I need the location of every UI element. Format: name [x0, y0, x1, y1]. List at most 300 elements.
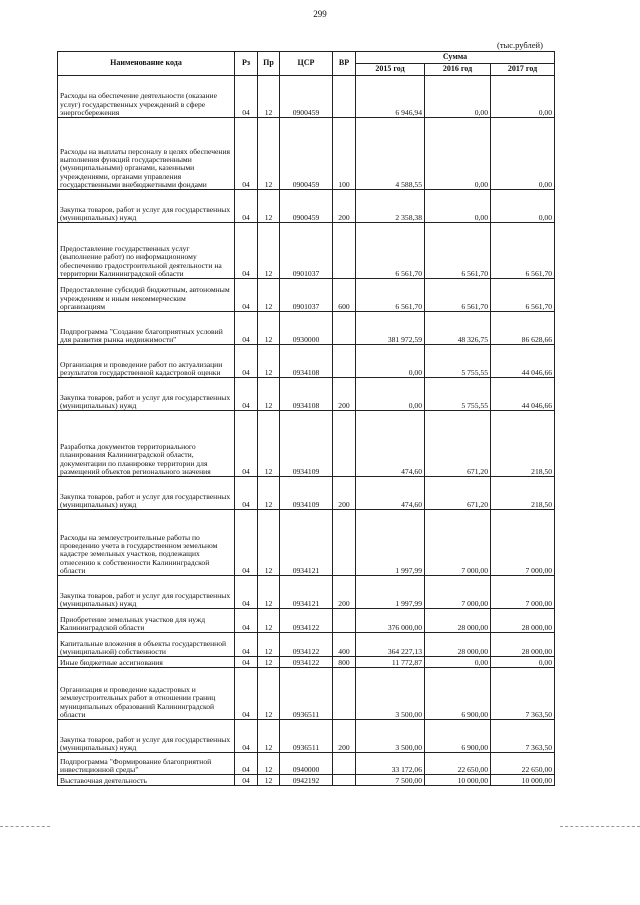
header-vr: ВР	[333, 52, 356, 76]
row-name	[58, 477, 235, 510]
row-rz-text: 04	[242, 367, 250, 377]
row-2017-text: 44 046,66	[521, 367, 553, 377]
row-2016-text: 48 326,75	[457, 334, 488, 344]
row-pr	[258, 345, 280, 378]
row-name-text: Расходы на землеустроительные работы по проведению учета в государственном земельном кадастре земельных участков, подлежащих отнесению к собственности Калининградской области	[60, 532, 218, 575]
row-csr	[280, 477, 333, 510]
row-2016	[425, 753, 491, 775]
row-rz-text: 04	[242, 764, 250, 774]
row-rz	[235, 76, 258, 118]
row-2015	[356, 753, 425, 775]
row-2017-text: 28 000,00	[521, 622, 553, 632]
row-rz-text: 04	[242, 622, 250, 632]
row-name	[58, 775, 235, 786]
row-rz-text: 04	[242, 657, 250, 667]
row-csr-text: 0934122	[292, 657, 320, 667]
row-2017	[491, 76, 555, 118]
budget-table	[57, 51, 555, 786]
row-name-text: Подпрограмма "Создание благоприятных условий для развития рынка недвижимости"	[60, 326, 223, 344]
row-2017-text: 0,00	[538, 212, 553, 222]
row-vr-text: 100	[338, 179, 350, 189]
row-name-text: Выставочная деятельность	[60, 775, 147, 785]
row-vr-text: 800	[338, 657, 350, 667]
row-name-text: Капитальные вложения в объекты государственной (муниципальной) собственности	[60, 638, 227, 656]
row-rz	[235, 223, 258, 279]
row-2017	[491, 345, 555, 378]
row-2015	[356, 576, 425, 609]
row-pr	[258, 510, 280, 576]
row-2017-text: 7 000,00	[525, 565, 553, 575]
row-rz	[235, 279, 258, 312]
row-2017	[491, 633, 555, 657]
row-2017-text: 10 000,00	[521, 775, 553, 785]
row-name-text: Закупка товаров, работ и услуг для государственных (муниципальных) нужд	[60, 204, 231, 222]
row-2016-text: 7 000,00	[461, 565, 488, 575]
row-vr-text: 200	[338, 212, 350, 222]
row-rz	[235, 576, 258, 609]
row-pr	[258, 720, 280, 753]
row-2015-text: 4 588,55	[395, 179, 422, 189]
row-csr-text: 0934109	[292, 499, 320, 509]
row-pr	[258, 576, 280, 609]
row-csr	[280, 345, 333, 378]
row-pr-text: 12	[264, 466, 273, 476]
row-csr	[280, 411, 333, 477]
table-row	[58, 576, 555, 609]
row-rz	[235, 775, 258, 786]
row-2016	[425, 279, 491, 312]
row-rz-text: 04	[242, 334, 250, 344]
row-2015-text: 7 500,00	[395, 775, 422, 785]
table-body	[58, 76, 555, 786]
row-2017	[491, 378, 555, 411]
row-vr	[333, 668, 356, 720]
row-csr-text: 0934108	[292, 400, 320, 410]
row-rz	[235, 510, 258, 576]
row-2015-text: 6 561,70	[395, 301, 422, 311]
row-2017	[491, 668, 555, 720]
row-2015	[356, 345, 425, 378]
row-2017	[491, 657, 555, 668]
row-2017	[491, 510, 555, 576]
row-rz	[235, 477, 258, 510]
row-2016-text: 671,20	[467, 466, 488, 476]
row-pr	[258, 118, 280, 190]
row-2017-text: 86 628,66	[521, 334, 553, 344]
row-2015-text: 6 946,94	[395, 107, 422, 117]
row-2015-text: 3 500,00	[395, 709, 422, 719]
row-csr	[280, 657, 333, 668]
row-pr	[258, 609, 280, 633]
row-vr-text: 400	[338, 646, 350, 656]
row-vr	[333, 609, 356, 633]
row-2017-text: 7 000,00	[525, 598, 553, 608]
row-2016	[425, 378, 491, 411]
row-vr	[333, 279, 356, 312]
row-pr	[258, 657, 280, 668]
row-2016	[425, 118, 491, 190]
header-csr: ЦСР	[280, 52, 333, 76]
row-2016-text: 7 000,00	[461, 598, 488, 608]
row-name	[58, 609, 235, 633]
row-2015	[356, 279, 425, 312]
right-cut-mark	[560, 826, 640, 827]
row-name-text: Закупка товаров, работ и услуг для государственных (муниципальных) нужд	[60, 734, 231, 752]
row-pr-text: 12	[264, 775, 273, 785]
row-pr-text: 12	[264, 622, 273, 632]
row-name	[58, 753, 235, 775]
row-rz-text: 04	[242, 709, 250, 719]
row-rz-text: 04	[242, 565, 250, 575]
row-vr-text: 200	[338, 400, 350, 410]
row-2015	[356, 668, 425, 720]
row-2016	[425, 76, 491, 118]
row-rz	[235, 657, 258, 668]
row-pr-text: 12	[264, 107, 273, 117]
row-2016-text: 5 755,55	[461, 400, 488, 410]
row-csr-text: 0934122	[292, 646, 320, 656]
units-label: (тыс.рублей)	[497, 40, 543, 50]
row-pr-text: 12	[264, 268, 273, 278]
row-pr	[258, 190, 280, 223]
row-name-text: Иные бюджетные ассигнования	[60, 657, 163, 667]
row-pr-text: 12	[264, 657, 273, 667]
row-2015-text: 364 227,13	[387, 646, 422, 656]
row-csr-text: 0934108	[292, 367, 320, 377]
row-csr	[280, 279, 333, 312]
row-2015	[356, 510, 425, 576]
row-name-text: Предоставление субсидий бюджетным, автономным учреждениям и иным некоммерческим организациям	[60, 285, 230, 311]
row-csr	[280, 76, 333, 118]
row-rz	[235, 609, 258, 633]
row-pr-text: 12	[264, 301, 273, 311]
row-pr	[258, 753, 280, 775]
row-2015	[356, 477, 425, 510]
row-name-text: Приобретение земельных участков для нужд Калининградской области	[60, 614, 206, 632]
table-row	[58, 668, 555, 720]
row-csr-text: 0900459	[292, 107, 320, 117]
row-csr	[280, 378, 333, 411]
row-2017-text: 7 363,50	[525, 742, 553, 752]
row-vr	[333, 190, 356, 223]
row-2016-text: 0,00	[474, 179, 488, 189]
row-csr	[280, 576, 333, 609]
row-vr-text: 200	[338, 742, 350, 752]
row-2016-text: 6 900,00	[461, 742, 488, 752]
row-2017	[491, 720, 555, 753]
row-csr-text: 0930000	[292, 334, 320, 344]
row-2016-text: 0,00	[474, 107, 488, 117]
row-vr	[333, 312, 356, 345]
row-rz-text: 04	[242, 775, 250, 785]
table-row	[58, 657, 555, 668]
header-sum: Сумма	[356, 52, 555, 64]
row-name-text: Организация и проведение работ по актуализации результатов государственной кадастровой оценки	[60, 359, 223, 377]
row-vr	[333, 411, 356, 477]
header-2016: 2016 год	[425, 64, 491, 76]
row-name	[58, 657, 235, 668]
row-rz	[235, 668, 258, 720]
row-2015-text: 3 500,00	[395, 742, 422, 752]
row-csr-text: 0934109	[292, 466, 320, 476]
row-name	[58, 76, 235, 118]
row-name-text: Закупка товаров, работ и услуг для государственных (муниципальных) нужд	[60, 590, 231, 608]
row-2015-text: 381 972,59	[387, 334, 422, 344]
row-rz	[235, 345, 258, 378]
row-name	[58, 312, 235, 345]
row-vr	[333, 378, 356, 411]
row-2017	[491, 118, 555, 190]
row-vr-text: 200	[338, 598, 350, 608]
row-rz-text: 04	[242, 268, 250, 278]
row-name	[58, 279, 235, 312]
row-pr-text: 12	[264, 598, 273, 608]
row-rz	[235, 312, 258, 345]
row-csr-text: 0900459	[292, 179, 320, 189]
row-pr-text: 12	[264, 646, 273, 656]
row-2015-text: 6 561,70	[395, 268, 422, 278]
row-2016	[425, 720, 491, 753]
row-name	[58, 633, 235, 657]
row-2017	[491, 411, 555, 477]
table-row	[58, 609, 555, 633]
row-2016	[425, 312, 491, 345]
header-pr: Пр	[258, 52, 280, 76]
row-vr	[333, 657, 356, 668]
row-csr-text: 0901037	[292, 301, 320, 311]
row-2017	[491, 753, 555, 775]
row-2017-text: 7 363,50	[525, 709, 553, 719]
row-2015	[356, 609, 425, 633]
row-pr-text: 12	[264, 400, 273, 410]
row-name	[58, 223, 235, 279]
row-2017	[491, 609, 555, 633]
row-2016	[425, 633, 491, 657]
row-pr	[258, 223, 280, 279]
row-2015-text: 11 772,87	[391, 657, 422, 667]
row-pr	[258, 477, 280, 510]
row-pr	[258, 76, 280, 118]
row-pr-text: 12	[264, 764, 273, 774]
row-2016	[425, 775, 491, 786]
row-2016	[425, 223, 491, 279]
row-2017	[491, 576, 555, 609]
row-2016	[425, 510, 491, 576]
row-2017	[491, 223, 555, 279]
row-2015	[356, 76, 425, 118]
left-cut-mark	[0, 826, 50, 827]
row-2016-text: 6 561,70	[461, 301, 488, 311]
row-rz-text: 04	[242, 400, 250, 410]
row-rz-text: 04	[242, 646, 250, 656]
row-2016-text: 28 000,00	[457, 646, 488, 656]
row-2017-text: 44 046,66	[521, 400, 553, 410]
table-row	[58, 76, 555, 118]
row-pr	[258, 411, 280, 477]
row-vr	[333, 576, 356, 609]
row-vr	[333, 477, 356, 510]
row-name	[58, 378, 235, 411]
row-2015-text: 376 000,00	[387, 622, 422, 632]
row-pr	[258, 633, 280, 657]
row-2016-text: 0,00	[474, 212, 488, 222]
row-2016-text: 0,00	[474, 657, 488, 667]
row-pr	[258, 775, 280, 786]
row-rz	[235, 411, 258, 477]
row-pr-text: 12	[264, 179, 273, 189]
row-2017-text: 6 561,70	[525, 268, 553, 278]
row-2015-text: 2 358,38	[395, 212, 422, 222]
row-vr-text: 200	[338, 499, 350, 509]
row-name-text: Расходы на выплаты персоналу в целях обеспечения выполнения функций государственными (муниципальными) органами, казенными учреждениями, органами управления государственными внебюджетными фондами	[60, 146, 231, 189]
row-rz-text: 04	[242, 598, 250, 608]
row-csr-text: 0936511	[292, 709, 320, 719]
row-2016	[425, 657, 491, 668]
row-name-text: Организация и проведение кадастровых и землеустроительных работ в отношении границ муниципальных образований Калининградской области	[60, 685, 216, 719]
row-2015-text: 474,60	[401, 499, 422, 509]
row-name	[58, 190, 235, 223]
row-2016	[425, 477, 491, 510]
table-row	[58, 378, 555, 411]
row-2016	[425, 668, 491, 720]
row-csr	[280, 753, 333, 775]
row-csr-text: 0940000	[292, 764, 320, 774]
row-2015	[356, 633, 425, 657]
row-2016	[425, 411, 491, 477]
row-pr-text: 12	[264, 565, 273, 575]
row-2016	[425, 609, 491, 633]
row-csr-text: 0901037	[292, 268, 320, 278]
row-csr	[280, 775, 333, 786]
row-2017-text: 6 561,70	[525, 301, 553, 311]
row-name-text: Закупка товаров, работ и услуг для государственных (муниципальных) нужд	[60, 491, 231, 509]
row-2017	[491, 477, 555, 510]
row-2016-text: 6 561,70	[461, 268, 488, 278]
row-csr	[280, 312, 333, 345]
row-name-text: Предоставление государственных услуг (выполнение работ) по информационному обеспечению градостроительной деятельности на территории Калининградской области	[60, 244, 222, 278]
table-row	[58, 190, 555, 223]
row-csr	[280, 118, 333, 190]
row-vr	[333, 76, 356, 118]
row-vr	[333, 345, 356, 378]
row-pr-text: 12	[264, 367, 273, 377]
table-row	[58, 510, 555, 576]
row-csr-text: 0934121	[292, 565, 320, 575]
row-2016	[425, 576, 491, 609]
row-2016	[425, 190, 491, 223]
row-vr	[333, 753, 356, 775]
row-vr	[333, 510, 356, 576]
header-rz: Рз	[235, 52, 258, 76]
header-name: Наименование кода	[58, 52, 235, 76]
row-csr	[280, 190, 333, 223]
table-row	[58, 753, 555, 775]
row-csr	[280, 633, 333, 657]
row-name-text: Расходы на обеспечение деятельности (оказание услуг) государственных учреждений в сфере энергосбережения	[60, 91, 217, 117]
row-2015	[356, 657, 425, 668]
table-row	[58, 411, 555, 477]
row-2015	[356, 223, 425, 279]
row-pr-text: 12	[264, 499, 273, 509]
row-rz-text: 04	[242, 212, 250, 222]
row-2015-text: 1 997,99	[395, 598, 422, 608]
row-2017	[491, 312, 555, 345]
row-2016-text: 10 000,00	[457, 775, 488, 785]
row-2015-text: 0,00	[408, 400, 422, 410]
row-name-text: Подпрограмма "Формирование благоприятной инвестиционной среды"	[60, 756, 212, 774]
row-2015-text: 1 997,99	[395, 565, 422, 575]
row-name	[58, 118, 235, 190]
row-rz	[235, 753, 258, 775]
row-csr-text: 0936511	[292, 742, 320, 752]
row-rz	[235, 190, 258, 223]
row-name	[58, 510, 235, 576]
row-2017-text: 0,00	[538, 657, 553, 667]
row-2017	[491, 279, 555, 312]
row-2015	[356, 378, 425, 411]
row-vr	[333, 633, 356, 657]
row-rz-text: 04	[242, 107, 250, 117]
row-csr-text: 0942192	[292, 775, 320, 785]
row-2017-text: 0,00	[538, 107, 553, 117]
row-rz-text: 04	[242, 499, 250, 509]
header-2017: 2017 год	[491, 64, 555, 76]
row-2015	[356, 118, 425, 190]
row-name	[58, 345, 235, 378]
table-row	[58, 118, 555, 190]
row-csr-text: 0900459	[292, 212, 320, 222]
row-pr-text: 12	[264, 709, 273, 719]
row-vr	[333, 720, 356, 753]
row-csr	[280, 668, 333, 720]
page-number: 299	[313, 9, 327, 19]
row-2015-text: 0,00	[408, 367, 422, 377]
row-2015	[356, 190, 425, 223]
row-2017	[491, 775, 555, 786]
row-2017-text: 0,00	[538, 179, 553, 189]
row-csr	[280, 720, 333, 753]
row-name-text: Закупка товаров, работ и услуг для государственных (муниципальных) нужд	[60, 392, 231, 410]
row-rz	[235, 378, 258, 411]
row-pr-text: 12	[264, 742, 273, 752]
row-name	[58, 576, 235, 609]
row-2017-text: 218,50	[531, 466, 553, 476]
row-pr-text: 12	[264, 334, 273, 344]
row-pr	[258, 279, 280, 312]
row-csr	[280, 510, 333, 576]
row-csr	[280, 223, 333, 279]
table-row	[58, 477, 555, 510]
row-2016	[425, 345, 491, 378]
row-rz	[235, 118, 258, 190]
row-name	[58, 411, 235, 477]
table-row	[58, 345, 555, 378]
row-rz	[235, 633, 258, 657]
row-vr	[333, 223, 356, 279]
row-2017-text: 22 650,00	[521, 764, 553, 774]
row-2015	[356, 775, 425, 786]
row-name-text: Разработка документов территориального планирования Калининградской области, документации по планировке территории для размещений объектов регионального значения	[60, 442, 211, 476]
row-2016-text: 28 000,00	[457, 622, 488, 632]
row-pr	[258, 312, 280, 345]
row-2016-text: 5 755,55	[461, 367, 488, 377]
row-2016-text: 6 900,00	[461, 709, 488, 719]
table-row	[58, 312, 555, 345]
row-2015	[356, 312, 425, 345]
row-2015	[356, 411, 425, 477]
table-row	[58, 720, 555, 753]
row-vr	[333, 118, 356, 190]
